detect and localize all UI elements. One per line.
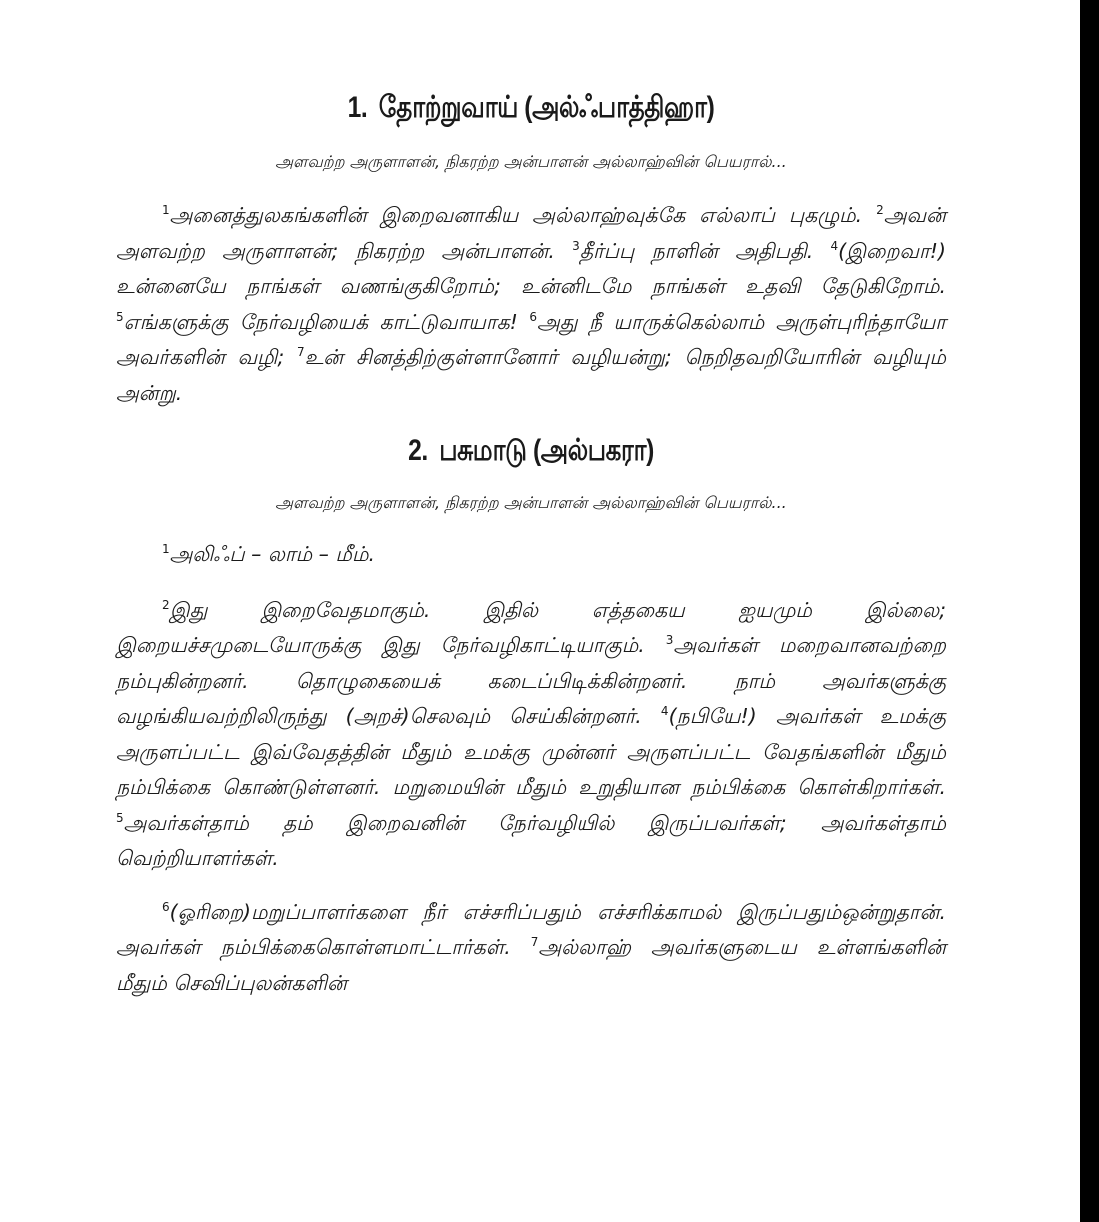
- chapter-2-verse-text: இது இறைவேதமாகும். இதில் எத்தகைய ஐயமும் இல்லை; இறையச்சமுடையோருக்கு இது நேர்வழிகாட்டியாகும்.: [116, 597, 946, 657]
- chapter-1-verse-text: அது நீ யாருக்கெல்லாம் அருள்புரிந்தாயோ அவர்களின் வழி;: [116, 309, 946, 369]
- chapter-1-verse-number: 5: [116, 309, 124, 324]
- chapter-2-verse-number: 5: [116, 810, 124, 825]
- chapter-2-verse-number: 6: [162, 899, 170, 914]
- chapter-1-verse-text: எங்களுக்கு நேர்வழியைக் காட்டுவாயாக!: [123, 309, 518, 334]
- page-edge-border: [1080, 0, 1099, 1222]
- chapter-1-verse-number: 1: [162, 203, 170, 218]
- chapter-2-verse-number: 3: [665, 633, 674, 648]
- chapter-2-verse-text: அலிஃப் – லாம் – மீம்.: [169, 542, 375, 566]
- chapter-1-verse-text: தீர்ப்பு நாளின் அதிபதி.: [579, 238, 814, 263]
- chapter-2-paragraph-2: [116, 593, 946, 877]
- chapter-2-verse-text: அவர்கள்தாம் தம் இறைவனின் நேர்வழியில் இருப்பவர்கள்; அவர்கள்தாம் வெற்றியாளர்கள்.: [116, 810, 946, 870]
- chapter-1-verse-text: அவன் அளவற்ற அருளாளன்; நிகரற்ற அன்பாளன்.: [116, 203, 946, 263]
- chapter-2-verse-text: அல்லாஹ் அவர்களுடைய உள்ளங்களின் மீதும் செவிப்புலன்களின்: [116, 935, 946, 995]
- chapter-2-verse-number: 2: [162, 597, 170, 612]
- chapter-1-verse-text: அனைத்துலகங்களின் இறைவனாகிய அல்லாஹ்வுக்கே எல்லாப் புகழும்.: [169, 203, 863, 227]
- chapter-2-verse-text: அவர்கள் மறைவானவற்றை நம்புகின்றனர். தொழுகையைக் கடைப்பிடிக்கின்றனர். நாம் அவர்களுக்கு வழங்கியவற்றிலிருந்து (அறச்)செலவும் செய்கின்றனர்.: [116, 633, 946, 728]
- chapter-1-verse-number: 6: [529, 309, 537, 324]
- chapter-2-bismillah: அளவற்ற அருளாளன், நிகரற்ற அன்பாளன் அல்லாஹ்வின் பெயரால்...: [275, 493, 787, 512]
- chapter-1-verse-number: 7: [297, 345, 305, 360]
- chapter-2-title: பசுமாடு (அல்பகரா): [439, 434, 654, 467]
- chapter-2-heading: [191, 425, 872, 477]
- chapter-2-verse-text: (நபியே!) அவர்கள் உமக்கு அருளப்பட்ட இவ்வேதத்தின் மீதும் உமக்கு முன்னர் அருளப்பட்ட வேதங்களின் மீதும் நம்பிக்கை கொண்டுள்ளனர். மறுமையின் மீதும் உறுதியான நம்பிக்கை கொள்கிறார்கள்.: [116, 704, 946, 799]
- chapter-1-heading: [191, 82, 872, 134]
- chapter-1-verse-number: 4: [830, 238, 839, 253]
- chapter-2-verse-number: 1: [162, 542, 170, 557]
- chapter-1-bismillah: அளவற்ற அருளாளன், நிகரற்ற அன்பாளன் அல்லாஹ்வின் பெயரால்...: [275, 152, 787, 171]
- chapter-1-title: தோற்றுவாய் (அல்ஃபாத்திஹா): [378, 91, 715, 124]
- chapter-2-paragraph-3: [116, 895, 946, 1002]
- chapter-2-number: 2.: [408, 434, 428, 467]
- chapter-1-verse-number: 3: [572, 238, 580, 253]
- chapter-1-verse-text: உன் சினத்திற்குள்ளானோர் வழியன்று; நெறிதவறியோரின் வழியும் அன்று.: [116, 345, 946, 405]
- chapter-1-verse-text: (இறைவா!) உன்னையே நாங்கள் வணங்குகிறோம்; உன்னிடமே நாங்கள் உதவி தேடுகிறோம்.: [116, 238, 946, 298]
- text-column: [116, 82, 946, 1001]
- chapter-1-verses: [116, 198, 946, 411]
- chapter-2-verse-number: 7: [530, 935, 539, 950]
- chapter-1-verse-number: 2: [876, 203, 884, 218]
- chapter-2-verse-number: 4: [660, 704, 669, 719]
- chapter-1-number: 1.: [347, 91, 368, 124]
- chapter-2-verse-text: (ஓரிறை)மறுப்பாளர்களை நீர் எச்சரிப்பதும் எச்சரிக்காமல் இருப்பதும்ஒன்றுதான். அவர்கள் நம்பிக்கைகொள்ளமாட்டார்கள்.: [116, 899, 946, 959]
- chapter-2-paragraph-1: [116, 537, 946, 573]
